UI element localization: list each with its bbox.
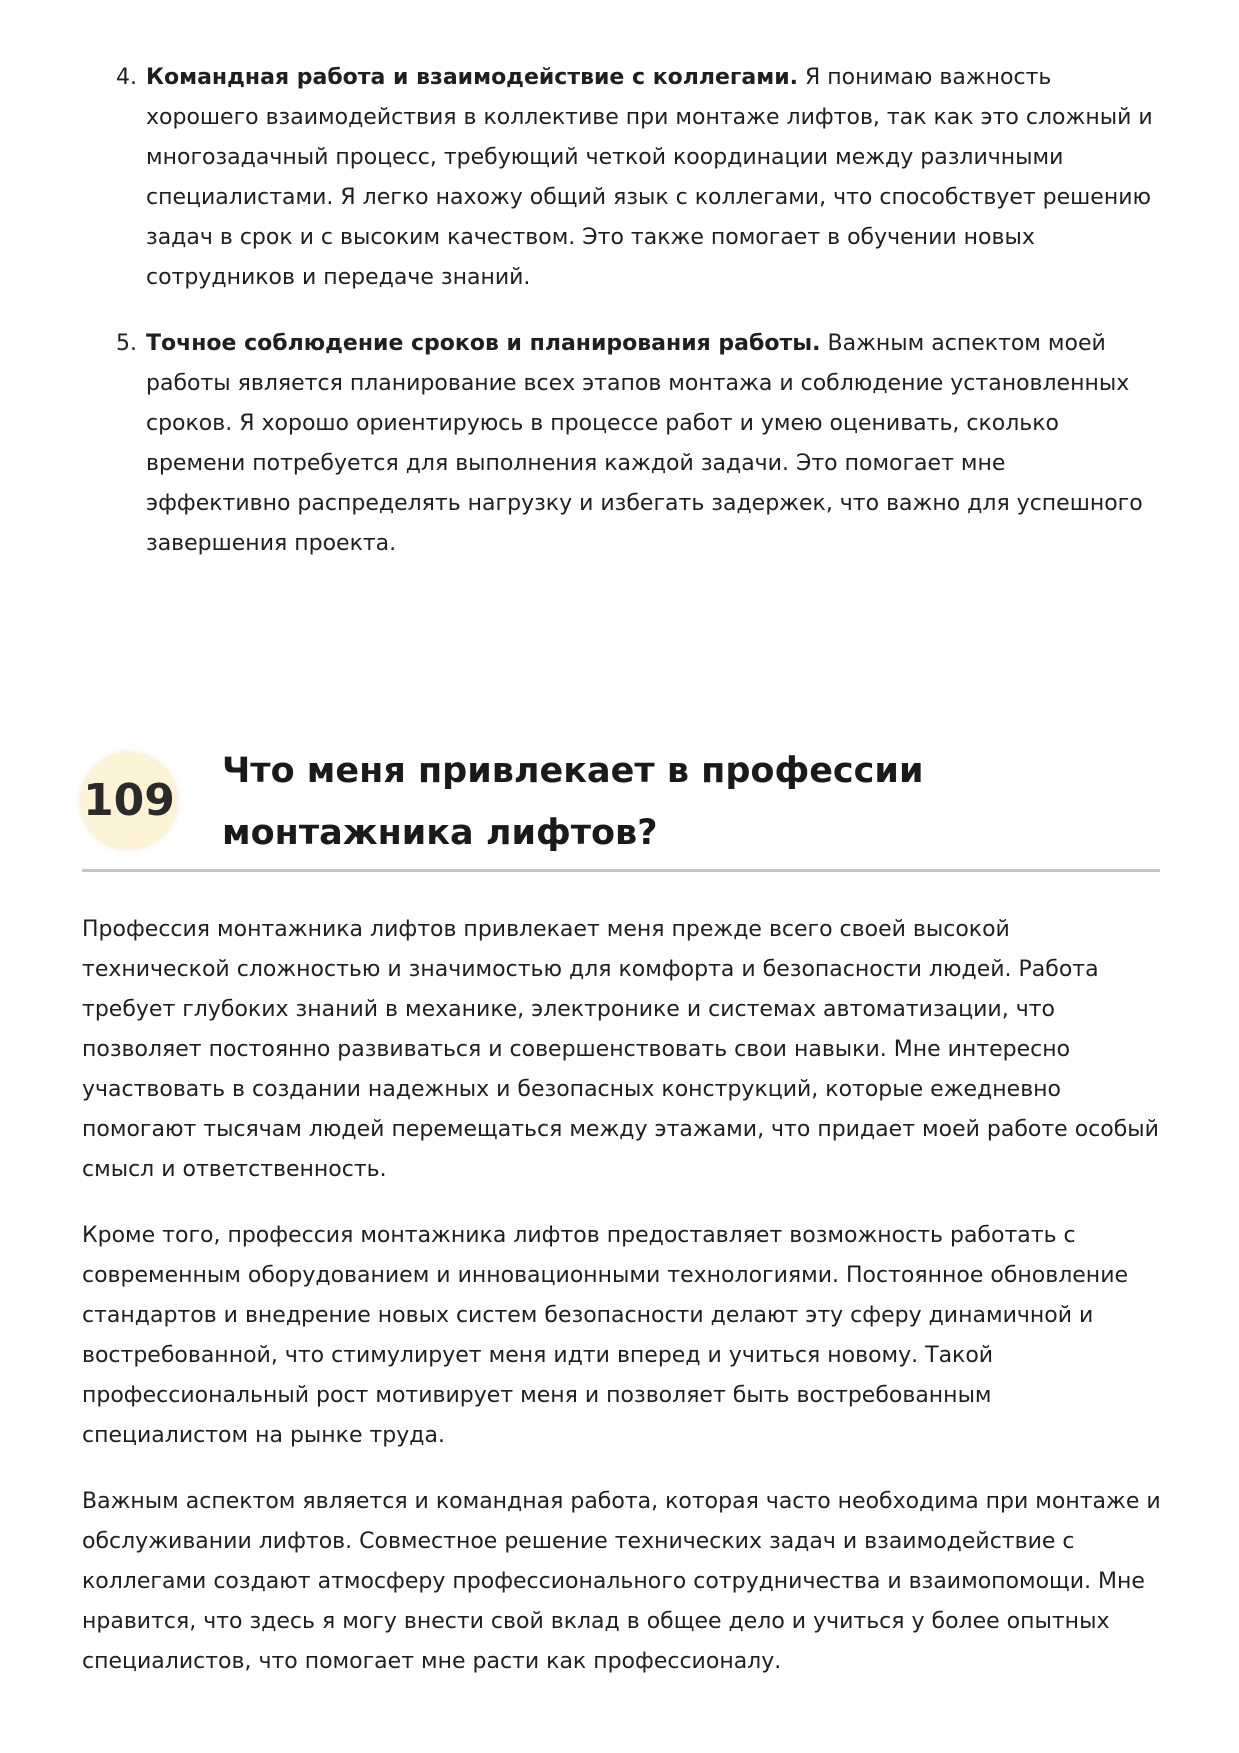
list-item-lead: Командная работа и взаимодействие с коллегами. bbox=[146, 65, 798, 90]
section-number-badge: 109 bbox=[82, 754, 176, 848]
section-title: Что меня привлекает в профессии монтажника лифтов? bbox=[222, 751, 924, 853]
paragraph: Профессия монтажника лифтов привлекает меня прежде всего своей высокой технической сложностью и значимостью для комфорта и безопасности людей. Работа требует глубоких знаний в механике, электронике и системах автоматизации, что позволяет постоянно развиваться и совершенствовать свои навыки. Мне интересно участвовать в создании надежных и безопасных конструкций, которые ежедневно помогают тысячам людей перемещаться между этажами, что придает моей работе особый смысл и ответственность. bbox=[82, 917, 1159, 1182]
list-item-lead: Точное соблюдение сроков и планирования работы. bbox=[146, 331, 821, 356]
numbered-list bbox=[116, 58, 1156, 590]
section-body bbox=[82, 910, 1162, 1708]
paragraph: Кроме того, профессия монтажника лифтов предоставляет возможность работать с современным оборудованием и инновационными технологиями. Постоянное обновление стандартов и внедрение новых систем безопасности делают эту сферу динамичной и востребованной, что стимулирует меня идти вперед и учиться новому. Такой профессиональный рост мотивирует меня и позволяет быть востребованным специалистом на рынке труда. bbox=[82, 1223, 1129, 1448]
list-item bbox=[116, 58, 1156, 298]
list-item-number: 4. bbox=[116, 65, 137, 90]
list-item bbox=[116, 324, 1156, 564]
list-item-text: Я понимаю важность хорошего взаимодействия в коллективе при монтаже лифтов, так как это сложный и многозадачный процесс, требующий четкой координации между различными специалистами. Я легко нахожу общий язык с коллегами, что способствует решению задач в срок и с высоким качеством. Это также помогает в обучении новых сотрудников и передаче знаний. bbox=[146, 65, 1153, 290]
section-header bbox=[82, 740, 1160, 872]
list-item-number: 5. bbox=[116, 331, 137, 356]
paragraph: Важным аспектом является и командная работа, которая часто необходима при монтаже и обслуживании лифтов. Совместное решение технических задач и взаимодействие с коллегами создают атмосферу профессионального сотрудничества и взаимопомощи. Мне нравится, что здесь я могу внести свой вклад в общее дело и учиться у более опытных специалистов, что помогает мне расти как профессионалу. bbox=[82, 1489, 1161, 1674]
list-item-text: Важным аспектом моей работы является планирование всех этапов монтажа и соблюдение установленных сроков. Я хорошо ориентируюсь в процессе работ и умею оценивать, сколько времени потребуется для выполнения каждой задачи. Это помогает мне эффективно распределять нагрузку и избегать задержек, что важно для успешного завершения проекта. bbox=[146, 331, 1143, 556]
